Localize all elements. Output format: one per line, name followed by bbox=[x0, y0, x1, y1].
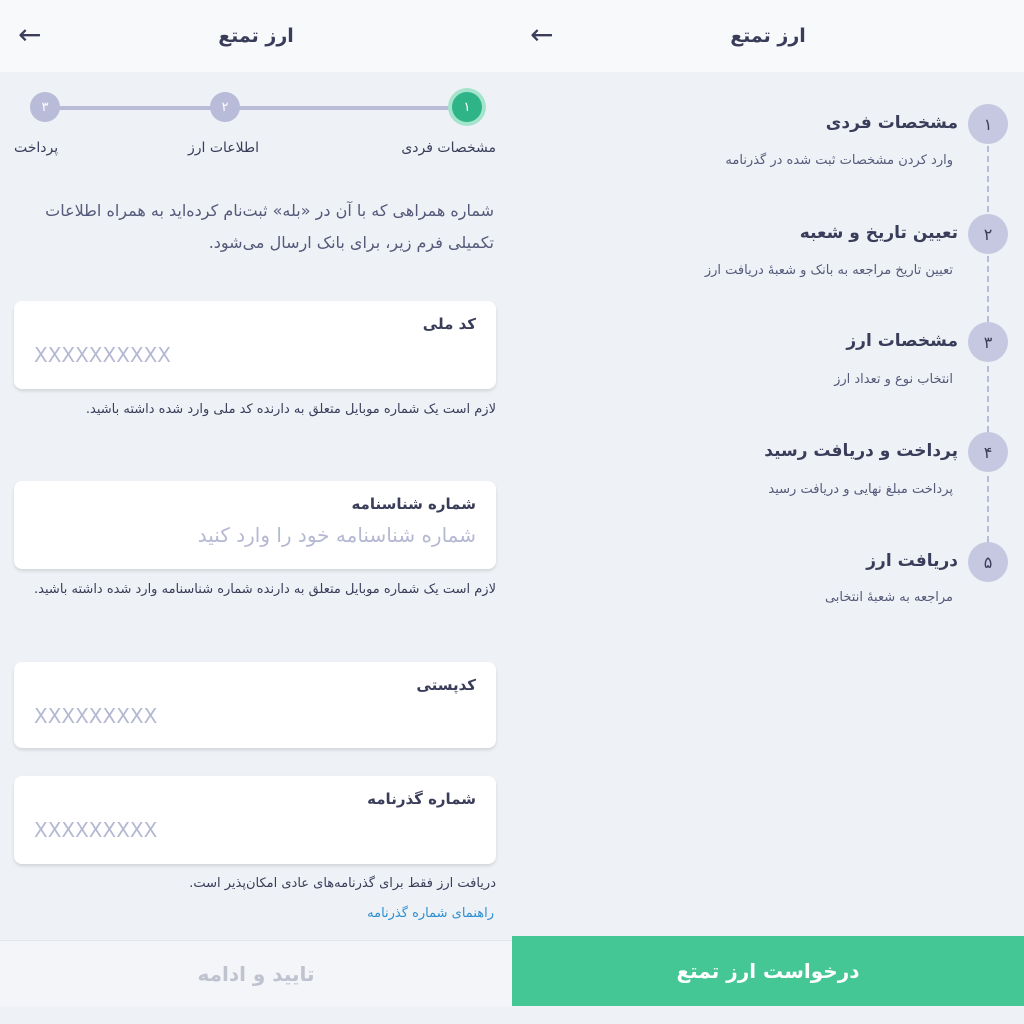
header bbox=[0, 0, 512, 72]
national-code-input[interactable] bbox=[34, 343, 476, 367]
field-label: شماره گذرنامه bbox=[367, 790, 476, 808]
step-2-title: تعیین تاریخ و شعبه bbox=[799, 223, 958, 243]
birth-cert-hint: لازم است یک شماره موبایل متعلق به دارنده شماره شناسنامه وارد شده داشته باشید. bbox=[34, 582, 496, 597]
timeline-connector bbox=[987, 146, 989, 212]
national-code-hint: لازم است یک شماره موبایل متعلق به دارنده کد ملی وارد شده داشته باشید. bbox=[85, 402, 496, 417]
step-5-number: ۵ bbox=[968, 542, 1008, 582]
step-1-desc: وارد کردن مشخصات ثبت شده در گذرنامه bbox=[725, 153, 953, 168]
step-2-number: ۲ bbox=[968, 214, 1008, 254]
step-4-desc: پرداخت مبلغ نهایی و دریافت رسید bbox=[768, 482, 953, 497]
step-1-dot: ۱ bbox=[452, 92, 482, 122]
timeline-connector bbox=[987, 366, 989, 432]
postal-code-input[interactable] bbox=[34, 704, 476, 728]
passport-input[interactable] bbox=[34, 818, 476, 842]
step-4-title: پرداخت و دریافت رسید bbox=[764, 441, 958, 461]
step-2-desc: تعیین تاریخ مراجعه به بانک و شعبهٔ دریافت ارز bbox=[704, 263, 953, 278]
timeline-connector bbox=[987, 476, 989, 542]
intro-text: شماره همراهی که با آن در «بله» ثبت‌نام کرده‌اید به همراه اطلاعات تکمیلی فرم زیر، برای بانک ارسال می‌شود. bbox=[45, 201, 494, 252]
passport-field bbox=[14, 776, 496, 864]
step-2-dot: ۲ bbox=[210, 92, 240, 122]
step-3-number: ۳ bbox=[968, 322, 1008, 362]
step-4-number: ۴ bbox=[968, 432, 1008, 472]
page-title: ارز تمتع bbox=[218, 25, 294, 47]
field-label: کدپستی bbox=[416, 676, 476, 694]
birth-cert-field bbox=[14, 481, 496, 569]
step-5-desc: مراجعه به شعبهٔ انتخابی bbox=[824, 590, 953, 605]
passport-hint: دریافت ارز فقط برای گذرنامه‌های عادی امکان‌پذیر است. bbox=[189, 876, 496, 891]
steps-timeline bbox=[588, 0, 1008, 640]
step-1-title: مشخصات فردی bbox=[825, 113, 958, 133]
step-3-title: مشخصات ارز bbox=[846, 331, 958, 351]
stepper bbox=[30, 92, 482, 122]
stepper-line bbox=[40, 106, 472, 110]
intro-screen bbox=[512, 0, 1024, 1024]
national-code-field bbox=[14, 301, 496, 389]
step-3-desc: انتخاب نوع و تعداد ارز bbox=[834, 372, 953, 387]
timeline-connector bbox=[987, 256, 989, 322]
confirm-continue-button[interactable]: تایید و ادامه bbox=[0, 940, 512, 1006]
back-arrow-icon[interactable]: ← bbox=[530, 18, 554, 51]
step-2-label: اطلاعات ارز bbox=[188, 140, 260, 156]
step-1-number: ۱ bbox=[968, 104, 1008, 144]
passport-guide-link[interactable]: راهنمای شماره گذرنامه bbox=[367, 906, 494, 921]
field-label: کد ملی bbox=[422, 315, 476, 333]
back-arrow-icon[interactable]: ← bbox=[18, 18, 42, 51]
step-3-dot: ۳ bbox=[30, 92, 60, 122]
step-1-label: مشخصات فردی bbox=[401, 140, 496, 156]
request-currency-button[interactable]: درخواست ارز تمتع bbox=[512, 936, 1024, 1006]
field-label: شماره شناسنامه bbox=[351, 495, 476, 513]
birth-cert-input[interactable] bbox=[34, 523, 476, 547]
postal-code-field bbox=[14, 662, 496, 748]
step-3-label: پرداخت bbox=[14, 140, 59, 156]
step-5-title: دریافت ارز bbox=[866, 551, 958, 571]
page-title: ارز تمتع bbox=[730, 25, 806, 47]
